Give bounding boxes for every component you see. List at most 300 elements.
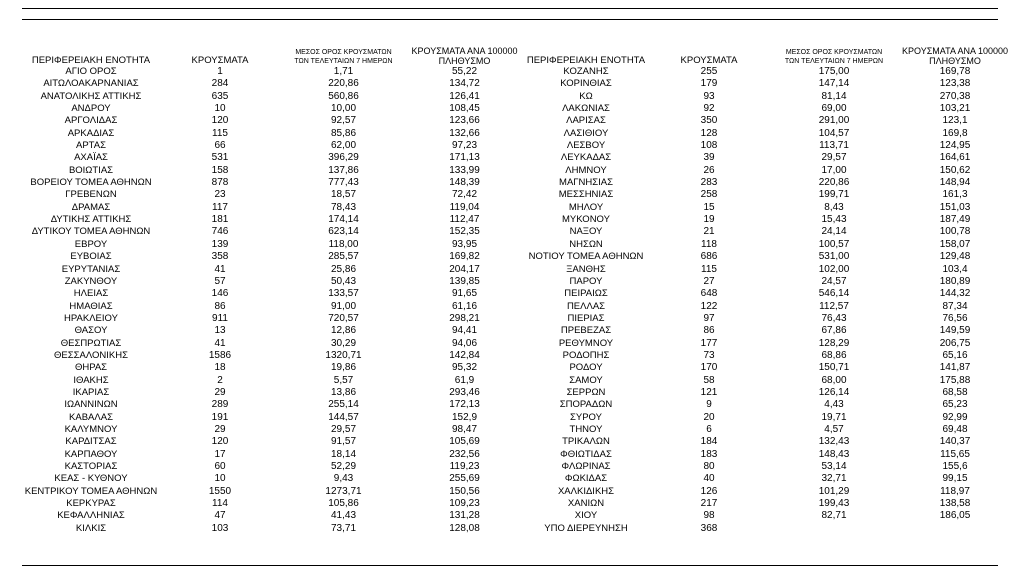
region-cell: ΚΕΑΣ - ΚΥΘΝΟΥ — [54, 473, 128, 485]
cases-cell: 115 — [701, 263, 717, 275]
region-cell: ΚΟΡΙΝΘΙΑΣ — [560, 78, 612, 90]
region-cell: ΒΟΡΕΙΟΥ ΤΟΜΕΑ ΑΘΗΝΩΝ — [30, 177, 152, 189]
table-row — [522, 128, 1010, 140]
region-cell: ΘΗΡΑΣ — [74, 362, 108, 374]
region-cell: ΧΙΟΥ — [574, 510, 598, 522]
avg7-cell: 12,86 — [330, 325, 357, 337]
cases-cell: 40 — [703, 473, 715, 485]
header-row — [22, 40, 522, 66]
region-cell: ΦΘΙΩΤΙΔΑΣ — [560, 448, 612, 460]
table-row — [22, 189, 522, 201]
avg7-cell: 199,43 — [818, 498, 850, 510]
cases-cell: 118 — [701, 238, 717, 250]
cases-cell: 358 — [211, 251, 229, 263]
avg7-cell: 128,29 — [818, 337, 850, 349]
region-cell: ΚΑΛΥΜΝΟΥ — [64, 423, 118, 435]
per100k-cell: 61,9 — [454, 374, 475, 386]
table-row — [22, 165, 522, 177]
per100k-cell: 126,41 — [449, 90, 480, 102]
region-cell: ΚΕΡΚΥΡΑΣ — [66, 498, 116, 510]
per100k-cell: 105,69 — [449, 436, 480, 448]
header-per-100k-line1: ΚΡΟΥΣΜΑΤΑ ΑΝΑ 100000 — [902, 46, 1008, 56]
per100k-cell: 94,06 — [451, 337, 478, 349]
cases-cell: 10 — [214, 103, 226, 115]
region-cell: ΚΕΦΑΛΛΗΝΙΑΣ — [57, 510, 125, 522]
per100k-cell: 155,6 — [942, 461, 968, 472]
region-cell: ΚΟΖΑΝΗΣ — [563, 66, 609, 77]
per100k-cell: 148,39 — [449, 177, 480, 189]
per100k-cell: 175,88 — [939, 374, 971, 386]
cases-cell: 10 — [214, 473, 226, 485]
table-row — [22, 362, 522, 374]
cases-cell: 66 — [214, 140, 226, 152]
per100k-cell: 186,05 — [939, 510, 971, 522]
table-row — [22, 66, 522, 78]
region-cell: ΑΡΚΑΔΙΑΣ — [67, 127, 115, 139]
cases-cell: 283 — [700, 177, 718, 189]
region-cell: ΡΕΘΥΜΝΟΥ — [558, 337, 614, 349]
region-cell: ΘΕΣΠΡΩΤΙΑΣ — [60, 337, 122, 349]
cases-cell: 73 — [703, 349, 715, 361]
per100k-cell: 204,17 — [449, 263, 480, 275]
avg7-cell: 175,00 — [818, 66, 850, 77]
table-row — [522, 276, 1010, 288]
avg7-cell: 19,71 — [821, 411, 847, 423]
per100k-cell: 133,99 — [449, 164, 480, 176]
per100k-cell: 232,56 — [449, 448, 480, 460]
cases-cell: 29 — [214, 423, 226, 435]
header-7day-average — [768, 40, 900, 66]
table-row — [522, 449, 1010, 461]
avg7-cell: 220,86 — [818, 177, 850, 189]
table-row — [22, 510, 522, 522]
table-row — [522, 486, 1010, 498]
table-body-left — [22, 66, 522, 535]
per100k-cell: 152,35 — [449, 226, 480, 238]
per100k-cell: 152,9 — [451, 411, 478, 423]
cases-cell: 139 — [211, 238, 229, 250]
table-row — [522, 350, 1010, 362]
cases-cell: 1586 — [208, 349, 232, 361]
avg7-cell: 62,00 — [330, 140, 357, 152]
table-row — [22, 239, 522, 251]
region-cell: ΠΑΡΟΥ — [569, 275, 603, 287]
avg7-cell: 85,86 — [330, 127, 357, 139]
region-cell: ΜΕΣΣΗΝΙΑΣ — [558, 189, 614, 201]
per100k-cell: 112,47 — [449, 214, 480, 226]
table-row — [522, 226, 1010, 238]
cases-cell: 146 — [211, 288, 229, 300]
header-cases: ΚΡΟΥΣΜΑΤΑ — [680, 55, 738, 66]
cases-cell: 126 — [700, 485, 718, 497]
table-row — [522, 251, 1010, 263]
per100k-cell: 169,78 — [939, 66, 971, 77]
avg7-cell: 91,00 — [330, 300, 357, 312]
avg7-cell: 291,00 — [818, 115, 850, 127]
cases-cell: 86 — [703, 325, 715, 337]
region-cell: ΠΕΛΛΑΣ — [566, 300, 606, 312]
header-7day-average-line1: ΜΕΣΟΣ ΟΡΟΣ ΚΡΟΥΣΜΑΤΩΝ — [785, 49, 883, 56]
avg7-cell: 132,43 — [818, 436, 850, 448]
header-per-100k — [900, 40, 1010, 66]
cases-cell: 2 — [217, 374, 223, 386]
table-row — [22, 202, 522, 214]
per100k-cell: 123,66 — [449, 115, 480, 127]
avg7-cell: 546,14 — [818, 288, 850, 300]
cases-cell: 179 — [700, 78, 718, 90]
table-row — [522, 288, 1010, 300]
table-row — [22, 412, 522, 424]
cases-cell: 19 — [703, 214, 715, 226]
cases-cell: 108 — [700, 140, 718, 152]
cases-cell: 284 — [211, 78, 229, 90]
region-cell: ΘΑΣΟΥ — [74, 325, 108, 337]
per100k-cell: 93,95 — [451, 238, 478, 250]
region-cell: ΑΝΑΤΟΛΙΚΗΣ ΑΤΤΙΚΗΣ — [40, 90, 142, 102]
per100k-cell: 172,13 — [449, 399, 480, 411]
region-cell: ΗΛΕΙΑΣ — [73, 288, 109, 300]
per100k-cell: 99,15 — [942, 473, 968, 485]
cases-cell: 41 — [214, 263, 226, 275]
avg7-cell: 91,57 — [330, 436, 357, 448]
table-row — [22, 338, 522, 350]
avg7-cell: 531,00 — [818, 251, 850, 263]
region-cell: ΥΠΟ ΔΙΕΡΕΥΝΗΣΗ — [544, 522, 628, 534]
per100k-cell: 65,23 — [942, 399, 968, 411]
per100k-cell: 109,23 — [449, 498, 480, 510]
region-cell: ΑΙΤΩΛΟΑΚΑΡΝΑΝΙΑΣ — [43, 78, 139, 90]
cases-cell: 1550 — [208, 485, 232, 497]
avg7-cell: 285,57 — [328, 251, 359, 263]
cases-table-left — [22, 40, 522, 535]
per100k-cell: 158,07 — [939, 238, 971, 250]
table-row — [22, 251, 522, 263]
per100k-cell: 134,72 — [449, 78, 480, 90]
table-row — [22, 449, 522, 461]
table-row — [22, 276, 522, 288]
cases-cell: 183 — [700, 448, 718, 460]
cases-cell: 20 — [703, 411, 715, 423]
cases-cell: 531 — [211, 152, 229, 164]
region-cell: ΗΜΑΘΙΑΣ — [69, 300, 113, 312]
avg7-cell: 396,29 — [328, 152, 359, 164]
per100k-cell: 255,69 — [449, 473, 480, 485]
table-row — [22, 140, 522, 152]
avg7-cell: 104,57 — [818, 127, 850, 139]
per100k-cell: 118,97 — [940, 485, 970, 497]
cases-cell: 98 — [703, 510, 715, 522]
table-row — [522, 239, 1010, 251]
avg7-cell: 174,14 — [328, 214, 359, 226]
region-cell: ΣΑΜΟΥ — [569, 374, 603, 386]
avg7-cell: 68,00 — [821, 374, 847, 386]
region-cell: ΛΕΣΒΟΥ — [566, 140, 606, 152]
top-rule-2 — [22, 19, 998, 20]
region-cell: ΧΑΛΚΙΔΙΚΗΣ — [557, 485, 615, 497]
per100k-cell: 69,48 — [942, 423, 968, 435]
region-cell: ΚΑΡΔΙΤΣΑΣ — [65, 436, 117, 448]
avg7-cell: 102,00 — [818, 263, 850, 275]
cases-cell: 120 — [211, 436, 229, 448]
avg7-cell: 720,57 — [328, 312, 359, 324]
table-row — [22, 264, 522, 276]
table-row — [22, 177, 522, 189]
per100k-cell: 180,89 — [939, 275, 971, 287]
region-cell: ΣΥΡΟΥ — [570, 411, 602, 423]
avg7-cell — [768, 523, 900, 535]
table-row — [22, 473, 522, 485]
cases-cell: 15 — [703, 201, 715, 213]
header-7day-average-line1: ΜΕΣΟΣ ΟΡΟΣ ΚΡΟΥΣΜΑΤΩΝ — [295, 49, 392, 56]
region-cell: ΣΕΡΡΩΝ — [566, 386, 606, 398]
region-cell: ΜΑΓΝΗΣΙΑΣ — [559, 177, 613, 189]
avg7-cell: 9,43 — [333, 473, 354, 485]
avg7-cell: 4,43 — [824, 399, 844, 411]
table-row — [522, 91, 1010, 103]
per100k-cell: 270,38 — [939, 90, 971, 102]
table-row — [22, 115, 522, 127]
per100k-cell: 98,47 — [451, 423, 478, 435]
per100k-cell: 72,42 — [451, 189, 478, 201]
region-cell: ΘΕΣΣΑΛΟΝΙΚΗΣ — [54, 349, 128, 361]
avg7-cell: 10,00 — [330, 103, 357, 115]
region-cell: ΑΡΓΟΛΙΔΑΣ — [64, 115, 118, 127]
cases-cell: 41 — [214, 337, 226, 349]
avg7-cell: 220,86 — [328, 78, 359, 90]
avg7-cell: 76,43 — [821, 312, 847, 324]
per100k-cell: 142,84 — [449, 349, 480, 361]
cases-cell: 158 — [211, 164, 229, 176]
cases-cell: 21 — [703, 226, 715, 238]
per100k-cell: 108,45 — [449, 103, 480, 115]
table-row — [22, 325, 522, 337]
cases-cell: 27 — [703, 275, 715, 287]
cases-cell: 128 — [700, 127, 718, 139]
per100k-cell: 298,21 — [449, 312, 480, 324]
per100k-cell: 100,78 — [939, 226, 971, 238]
avg7-cell: 15,43 — [821, 214, 847, 226]
region-cell: ΝΟΤΙΟΥ ΤΟΜΕΑ ΑΘΗΝΩΝ — [528, 251, 644, 263]
region-cell: ΜΗΛΟΥ — [568, 201, 604, 213]
avg7-cell: 133,57 — [328, 288, 359, 300]
avg7-cell: 112,57 — [819, 300, 849, 312]
per100k-cell: 293,46 — [449, 386, 480, 398]
avg7-cell: 81,14 — [821, 90, 847, 102]
region-cell: ΛΑΚΩΝΙΑΣ — [562, 103, 610, 115]
cases-cell: 17 — [214, 448, 226, 460]
region-cell: ΕΒΡΟΥ — [74, 238, 108, 250]
table-row — [522, 313, 1010, 325]
cases-cell: 60 — [214, 461, 226, 472]
per100k-cell: 138,58 — [939, 498, 971, 510]
region-cell: ΝΑΞΟΥ — [569, 226, 603, 238]
cases-cell: 58 — [703, 374, 715, 386]
header-7day-average — [280, 40, 407, 66]
region-cell: ΒΟΙΩΤΙΑΣ — [68, 164, 114, 176]
cases-cell: 80 — [703, 461, 715, 472]
header-cases: ΚΡΟΥΣΜΑΤΑ — [191, 55, 249, 66]
avg7-cell: 78,43 — [330, 201, 357, 213]
per100k-cell: 119,04 — [449, 201, 480, 213]
table-row — [22, 461, 522, 473]
table-row — [522, 177, 1010, 189]
header-per-100k-line2: ΠΛΗΘΥΣΜΟ — [929, 56, 981, 66]
avg7-cell: 623,14 — [328, 226, 359, 238]
per100k-cell — [900, 523, 1010, 535]
avg7-cell: 69,00 — [821, 103, 847, 115]
per100k-cell: 150,62 — [939, 164, 971, 176]
region-cell: ΚΑΒΑΛΑΣ — [69, 411, 113, 423]
avg7-cell: 25,86 — [330, 263, 357, 275]
table-row — [22, 214, 522, 226]
table-row — [22, 226, 522, 238]
table-row — [522, 140, 1010, 152]
per100k-cell: 149,59 — [939, 325, 971, 337]
avg7-cell: 32,71 — [821, 473, 847, 485]
avg7-cell: 147,14 — [818, 78, 850, 90]
cases-cell: 181 — [211, 214, 229, 226]
avg7-cell: 1320,71 — [325, 349, 362, 361]
region-cell: ΠΕΙΡΑΙΩΣ — [564, 288, 608, 300]
table-row — [522, 473, 1010, 485]
region-cell: ΑΓΙΟ ΟΡΟΣ — [65, 66, 117, 77]
cases-cell: 47 — [214, 510, 226, 522]
avg7-cell: 8,43 — [824, 201, 844, 213]
cases-cell: 289 — [211, 399, 229, 411]
avg7-cell: 105,86 — [328, 498, 359, 510]
avg7-cell: 4,57 — [824, 423, 844, 435]
table-row — [522, 103, 1010, 115]
per100k-cell: 132,66 — [449, 127, 480, 139]
table-row — [22, 486, 522, 498]
cases-cell: 57 — [214, 275, 226, 287]
per100k-cell: 131,28 — [449, 510, 480, 522]
per100k-cell: 151,03 — [939, 201, 971, 213]
per100k-cell: 97,23 — [451, 140, 478, 152]
table-row — [22, 288, 522, 300]
cases-cell: 258 — [700, 189, 718, 201]
per100k-cell: 139,85 — [449, 275, 480, 287]
region-cell: ΛΑΣΙΘΙΟΥ — [563, 127, 609, 139]
table-row — [522, 115, 1010, 127]
per100k-cell: 103,4 — [942, 263, 968, 275]
avg7-cell: 73,71 — [330, 522, 357, 534]
avg7-cell: 18,14 — [330, 448, 357, 460]
avg7-cell: 100,57 — [818, 238, 850, 250]
region-cell: ΦΛΩΡΙΝΑΣ — [561, 461, 611, 472]
table-row — [22, 387, 522, 399]
per100k-cell: 171,13 — [449, 152, 480, 164]
cases-cell: 686 — [700, 251, 718, 263]
avg7-cell: 255,14 — [328, 399, 359, 411]
table-row — [522, 66, 1010, 78]
cases-cell: 184 — [700, 436, 718, 448]
region-cell: ΞΑΝΘΗΣ — [566, 263, 606, 275]
cases-cell: 117 — [212, 201, 228, 213]
avg7-cell: 137,86 — [328, 164, 359, 176]
region-cell: ΔΥΤΙΚΗΣ ΑΤΤΙΚΗΣ — [50, 214, 132, 226]
header-per-100k-line1: ΚΡΟΥΣΜΑΤΑ ΑΝΑ 100000 — [411, 46, 518, 56]
cases-cell: 97 — [703, 312, 715, 324]
header-7day-average-line2: ΤΩΝ ΤΕΛΕΥΤΑΙΩΝ 7 ΗΜΕΡΩΝ — [294, 57, 393, 65]
region-cell: ΔΥΤΙΚΟΥ ΤΟΜΕΑ ΑΘΗΝΩΝ — [31, 226, 151, 238]
region-cell: ΑΝΔΡΟΥ — [71, 103, 111, 115]
per100k-cell: 148,94 — [939, 177, 971, 189]
cases-cell: 746 — [211, 226, 229, 238]
table-row — [522, 399, 1010, 411]
region-cell: ΚΑΣΤΟΡΙΑΣ — [64, 461, 118, 472]
avg7-cell: 150,71 — [818, 362, 850, 374]
per100k-cell: 65,16 — [942, 349, 968, 361]
per100k-cell: 169,82 — [449, 251, 480, 263]
table-row — [522, 436, 1010, 448]
cases-cell: 92 — [703, 103, 715, 115]
avg7-cell: 113,71 — [819, 140, 849, 152]
per100k-cell: 103,21 — [939, 103, 971, 115]
per100k-cell: 68,58 — [942, 386, 968, 398]
avg7-cell: 13,86 — [330, 386, 357, 398]
cases-cell: 103 — [211, 522, 229, 534]
header-per-100k — [407, 40, 522, 66]
region-cell: ΚΑΡΠΑΘΟΥ — [64, 448, 118, 460]
cases-cell: 1 — [217, 66, 223, 77]
header-region: ΠΕΡΙΦΕΡΕΙΑΚΗ ΕΝΟΤΗΤΑ — [526, 55, 646, 66]
table-row — [22, 350, 522, 362]
cases-cell: 911 — [212, 312, 228, 324]
avg7-cell: 29,57 — [821, 152, 847, 164]
region-cell: ΚΕΝΤΡΙΚΟΥ ΤΟΜΕΑ ΑΘΗΝΩΝ — [24, 485, 158, 497]
per100k-cell: 161,3 — [942, 189, 968, 201]
table-row — [522, 152, 1010, 164]
per100k-cell: 206,75 — [939, 337, 971, 349]
table-row — [22, 399, 522, 411]
table-row — [522, 461, 1010, 473]
region-cell: ΠΙΕΡΙΑΣ — [567, 312, 605, 324]
region-cell: ΚΙΛΚΙΣ — [75, 522, 107, 534]
top-rule-1 — [22, 8, 998, 9]
avg7-cell: 199,71 — [818, 189, 850, 201]
cases-cell: 120 — [211, 115, 229, 127]
region-cell: ΕΥΒΟΙΑΣ — [70, 251, 112, 263]
cases-cell: 86 — [214, 300, 226, 312]
per100k-cell: 87,34 — [942, 300, 968, 312]
avg7-cell: 24,14 — [821, 226, 847, 238]
cases-cell: 170 — [700, 362, 718, 374]
avg7-cell: 68,86 — [821, 349, 847, 361]
per100k-cell: 91,65 — [451, 288, 478, 300]
header-region: ΠΕΡΙΦΕΡΕΙΑΚΗ ΕΝΟΤΗΤΑ — [31, 55, 151, 66]
region-cell: ΡΟΔΟΠΗΣ — [562, 349, 610, 361]
table-row — [522, 338, 1010, 350]
table-row — [22, 375, 522, 387]
table-row — [22, 78, 522, 90]
region-cell: ΛΗΜΝΟΥ — [565, 164, 607, 176]
header-7day-average-line2: ΤΩΝ ΤΕΛΕΥΤΑΙΩΝ 7 ΗΜΕΡΩΝ — [784, 57, 884, 65]
avg7-cell: 29,57 — [330, 423, 357, 435]
region-cell: ΝΗΣΩΝ — [569, 238, 603, 250]
cases-cell: 177 — [700, 337, 718, 349]
avg7-cell: 101,29 — [818, 485, 850, 497]
table-row — [22, 424, 522, 436]
table-row — [522, 165, 1010, 177]
per100k-cell: 92,99 — [942, 411, 968, 423]
avg7-cell: 18,57 — [330, 189, 357, 201]
region-cell: ΓΡΕΒΕΝΩΝ — [65, 189, 117, 201]
per100k-cell: 95,32 — [451, 362, 478, 374]
table-row — [522, 78, 1010, 90]
avg7-cell: 144,57 — [328, 411, 359, 423]
per100k-cell: 115,65 — [940, 448, 970, 460]
